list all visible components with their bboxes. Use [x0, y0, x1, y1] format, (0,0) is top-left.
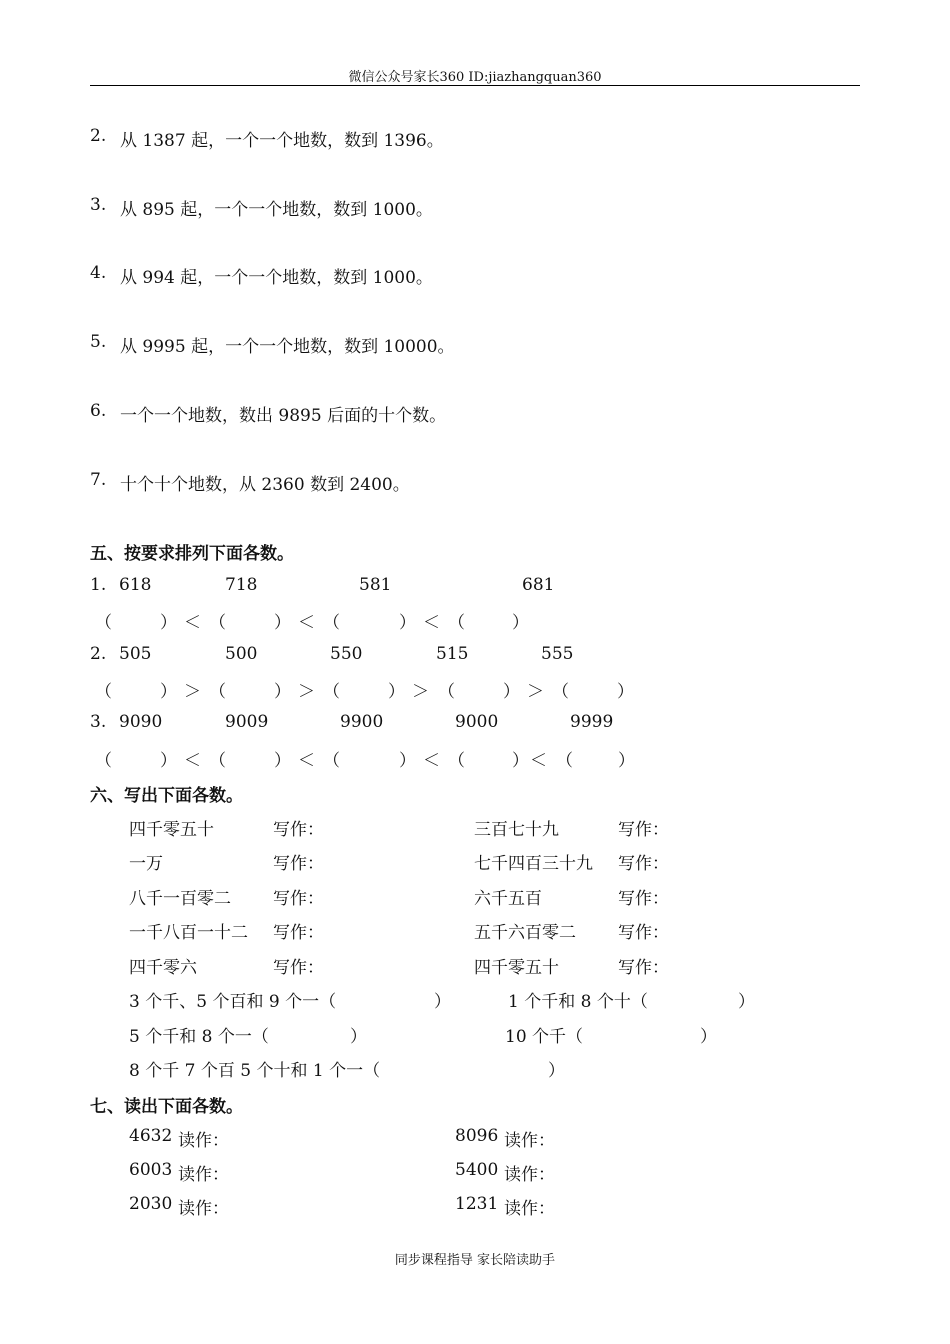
write-label: 写作： [618, 923, 669, 943]
section-5-title: 五、按要求排列下面各数。 [90, 544, 294, 564]
paren-open: （ [323, 613, 340, 633]
chinese-numeral: 一万 [129, 854, 163, 874]
chinese-numeral: 四千零六 [129, 958, 197, 978]
number-value: 2030 [129, 1194, 173, 1214]
read-label: 读作： [504, 1199, 555, 1219]
write-label: 写作： [273, 820, 324, 840]
write-label: 写作： [273, 889, 324, 909]
number-value: 500 [225, 644, 258, 664]
number-value: 718 [225, 575, 258, 595]
number-value: 9009 [225, 712, 269, 732]
question-number: 1. [90, 575, 107, 595]
number-value: 6003 [129, 1160, 173, 1180]
chinese-numeral: 八千一百零二 [129, 889, 231, 909]
paren-open: （ [323, 751, 340, 771]
paren-close: ） [618, 751, 635, 771]
read-label: 读作： [178, 1199, 229, 1219]
read-label: 读作： [504, 1131, 555, 1151]
paren-close: ） [388, 682, 405, 702]
write-label: 写作： [618, 889, 669, 909]
question-text: 从 1387 起，一个一个地数，数到 1396。 [120, 131, 444, 151]
less-than-sign: ＜ [423, 613, 440, 633]
paren-open: （ [438, 682, 455, 702]
unit-question: 5 个千和 8 个一（ [129, 1027, 269, 1047]
number-value: 1231 [455, 1194, 499, 1214]
paren-close: ） [160, 682, 177, 702]
question-number: 6. [90, 401, 107, 421]
page-footer: 同步课程指导 家长陪读助手 [394, 1253, 556, 1268]
paren-close: ） [274, 751, 291, 771]
unit-question: 10 个千（ [505, 1027, 584, 1047]
paren-open: （ [448, 613, 465, 633]
paren-open: （ [209, 613, 226, 633]
paren-open: （ [95, 613, 112, 633]
question-text: 十个十个地数，从 2360 数到 2400。 [120, 475, 410, 495]
paren-close: ） [274, 682, 291, 702]
number-value: 555 [541, 644, 574, 664]
less-than-sign: ＜ [184, 613, 201, 633]
paren-open: （ [95, 682, 112, 702]
number-value: 9090 [119, 712, 163, 732]
section-7-title: 七、读出下面各数。 [90, 1097, 243, 1117]
less-than-sign: ＜ [298, 751, 315, 771]
page-header: 微信公众号家长360 ID:jiazhangquan360 [348, 70, 602, 85]
less-than-sign: ＜ [298, 613, 315, 633]
chinese-numeral: 一千八百一十二 [129, 923, 248, 943]
number-value: 5400 [455, 1160, 499, 1180]
write-label: 写作： [273, 923, 324, 943]
paren-close: ） [274, 613, 291, 633]
question-text: 一个一个地数，数出 9895 后面的十个数。 [120, 406, 447, 426]
greater-than-sign: ＞ [298, 682, 315, 702]
paren-close: ） [512, 613, 529, 633]
question-number: 3. [90, 195, 107, 215]
read-label: 读作： [504, 1165, 555, 1185]
unit-question: 8 个千 7 个百 5 个十和 1 个一（ [129, 1061, 381, 1081]
number-value: 9900 [340, 712, 384, 732]
write-label: 写作： [618, 958, 669, 978]
question-number: 2. [90, 126, 107, 146]
question-text: 从 9995 起，一个一个地数，数到 10000。 [120, 337, 455, 357]
number-value: 8096 [455, 1126, 499, 1146]
chinese-numeral: 四千零五十 [129, 820, 214, 840]
number-value: 681 [522, 575, 555, 595]
less-than-sign: ＜ [423, 751, 440, 771]
chinese-numeral: 四千零五十 [474, 958, 559, 978]
question-number: 4. [90, 263, 107, 283]
paren-close: ） [738, 992, 755, 1012]
number-value: 9999 [570, 712, 614, 732]
paren-close: ） [350, 1027, 367, 1047]
number-value: 4632 [129, 1126, 173, 1146]
paren-open: （ [552, 682, 569, 702]
paren-close: ） [512, 751, 529, 771]
question-text: 从 994 起，一个一个地数，数到 1000。 [120, 268, 433, 288]
unit-question: 3 个千、5 个百和 9 个一（ [129, 992, 337, 1012]
chinese-numeral: 七千四百三十九 [474, 854, 593, 874]
section-6-title: 六、写出下面各数。 [90, 786, 243, 806]
paren-close: ） [434, 992, 451, 1012]
number-value: 581 [359, 575, 392, 595]
question-text: 从 895 起，一个一个地数，数到 1000。 [120, 200, 433, 220]
number-value: 515 [436, 644, 469, 664]
paren-open: （ [209, 751, 226, 771]
number-value: 618 [119, 575, 152, 595]
paren-close: ） [160, 613, 177, 633]
question-number: 2. [90, 644, 107, 664]
paren-close: ） [548, 1061, 565, 1081]
unit-question: 1 个千和 8 个十（ [508, 992, 648, 1012]
paren-open: （ [323, 682, 340, 702]
greater-than-sign: ＞ [527, 682, 544, 702]
question-number: 7. [90, 470, 107, 490]
question-number: 5. [90, 332, 107, 352]
header-rule [90, 85, 860, 86]
greater-than-sign: ＞ [412, 682, 429, 702]
chinese-numeral: 三百七十九 [474, 820, 559, 840]
paren-close: ） [700, 1027, 717, 1047]
number-value: 550 [330, 644, 363, 664]
number-value: 9000 [455, 712, 499, 732]
write-label: 写作： [273, 958, 324, 978]
paren-open: （ [556, 751, 573, 771]
read-label: 读作： [178, 1131, 229, 1151]
chinese-numeral: 五千六百零二 [474, 923, 576, 943]
less-than-sign: ＜ [184, 751, 201, 771]
paren-close: ） [503, 682, 520, 702]
write-label: 写作： [618, 854, 669, 874]
read-label: 读作： [178, 1165, 229, 1185]
write-label: 写作： [618, 820, 669, 840]
greater-than-sign: ＞ [184, 682, 201, 702]
paren-close: ） [399, 613, 416, 633]
number-value: 505 [119, 644, 152, 664]
paren-close: ） [399, 751, 416, 771]
paren-close: ） [160, 751, 177, 771]
paren-open: （ [95, 751, 112, 771]
less-than-sign: ＜ [530, 751, 547, 771]
chinese-numeral: 六千五百 [474, 889, 542, 909]
paren-open: （ [209, 682, 226, 702]
question-number: 3. [90, 712, 107, 732]
paren-open: （ [448, 751, 465, 771]
paren-close: ） [617, 682, 634, 702]
write-label: 写作： [273, 854, 324, 874]
